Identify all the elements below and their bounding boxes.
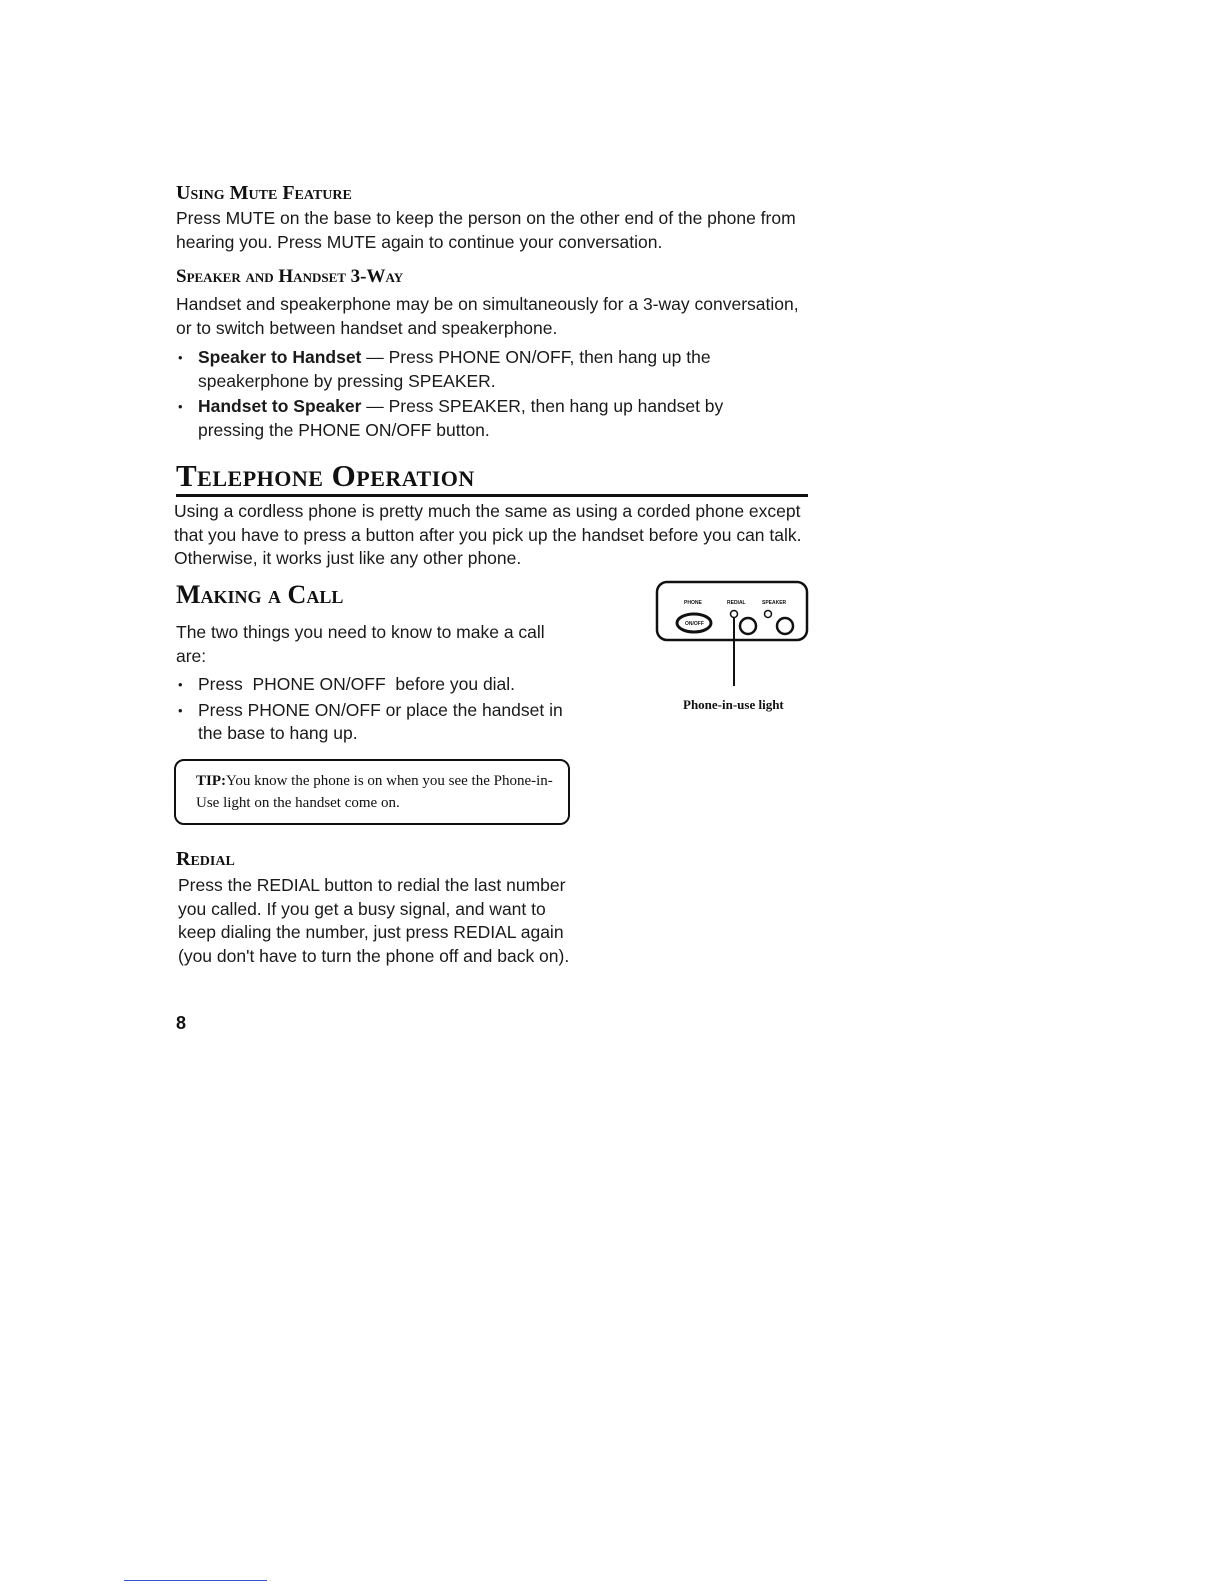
list-item-label: Speaker to Handset: [198, 347, 362, 367]
list-item-text: — Press SPEAKER, then hang up handset by pressing the PHONE ON/OFF button.: [198, 396, 724, 440]
making-call-list: [176, 673, 576, 748]
tip-box: [174, 759, 570, 825]
redial-heading: Redial: [176, 848, 235, 870]
telephone-operation-paragraph: Using a cordless phone is pretty much the same as using a corded phone except that you have to press a button after you pick up the handset before you can talk. Otherwise, it works just like any other phone.: [174, 501, 802, 568]
figure-label-speaker: SPEAKER: [762, 600, 787, 606]
figure-caption: Phone-in-use light: [683, 697, 784, 712]
redial-paragraph: Press the REDIAL button to redial the last number you called. If you get a busy signal, and want to keep dialing the number, just press REDIAL again (you don't have to turn the phone off and back on).: [178, 875, 570, 966]
making-call-intro: The two things you need to know to make a call are:: [176, 622, 545, 666]
list-item: • Press PHONE ON/OFF before you dial.: [176, 673, 576, 697]
figure-label-on-off: ON/OFF: [685, 621, 704, 627]
figure-label-redial: REDIAL: [727, 600, 746, 606]
tip-label: TIP:: [196, 773, 226, 789]
mute-paragraph: Press MUTE on the base to keep the person on the other end of the phone from hearing you. Press MUTE again to continue your conversation.: [176, 208, 796, 252]
phone-in-use-light-icon: [731, 611, 738, 618]
list-item: [176, 395, 756, 442]
mute-heading: Using Mute Feature: [176, 182, 352, 204]
tip-text: You know the phone is on when you see the Phone-in-Use light on the handset come on.: [196, 773, 553, 811]
three-way-heading: Speaker and Handset 3-Way: [176, 266, 404, 287]
three-way-list: [176, 346, 756, 444]
list-item: • Press PHONE ON/OFF or place the handset in the base to hang up.: [176, 699, 576, 746]
figure-label-phone: PHONE: [684, 600, 702, 606]
page-number: 8: [176, 1013, 187, 1033]
three-way-paragraph: Handset and speakerphone may be on simultaneously for a 3-way conversation, or to switch between handset and speakerphone.: [176, 294, 799, 338]
scan-edge-line: [124, 1580, 267, 1581]
handset-keypad-illustration: [654, 578, 812, 688]
list-item-label: Handset to Speaker: [198, 396, 362, 416]
list-item: [176, 346, 756, 393]
making-call-heading: Making a Call: [176, 580, 344, 609]
list-item-text: — Press PHONE ON/OFF, then hang up the speakerphone by pressing SPEAKER.: [198, 347, 711, 391]
section-title: Telephone Operation: [176, 458, 808, 497]
